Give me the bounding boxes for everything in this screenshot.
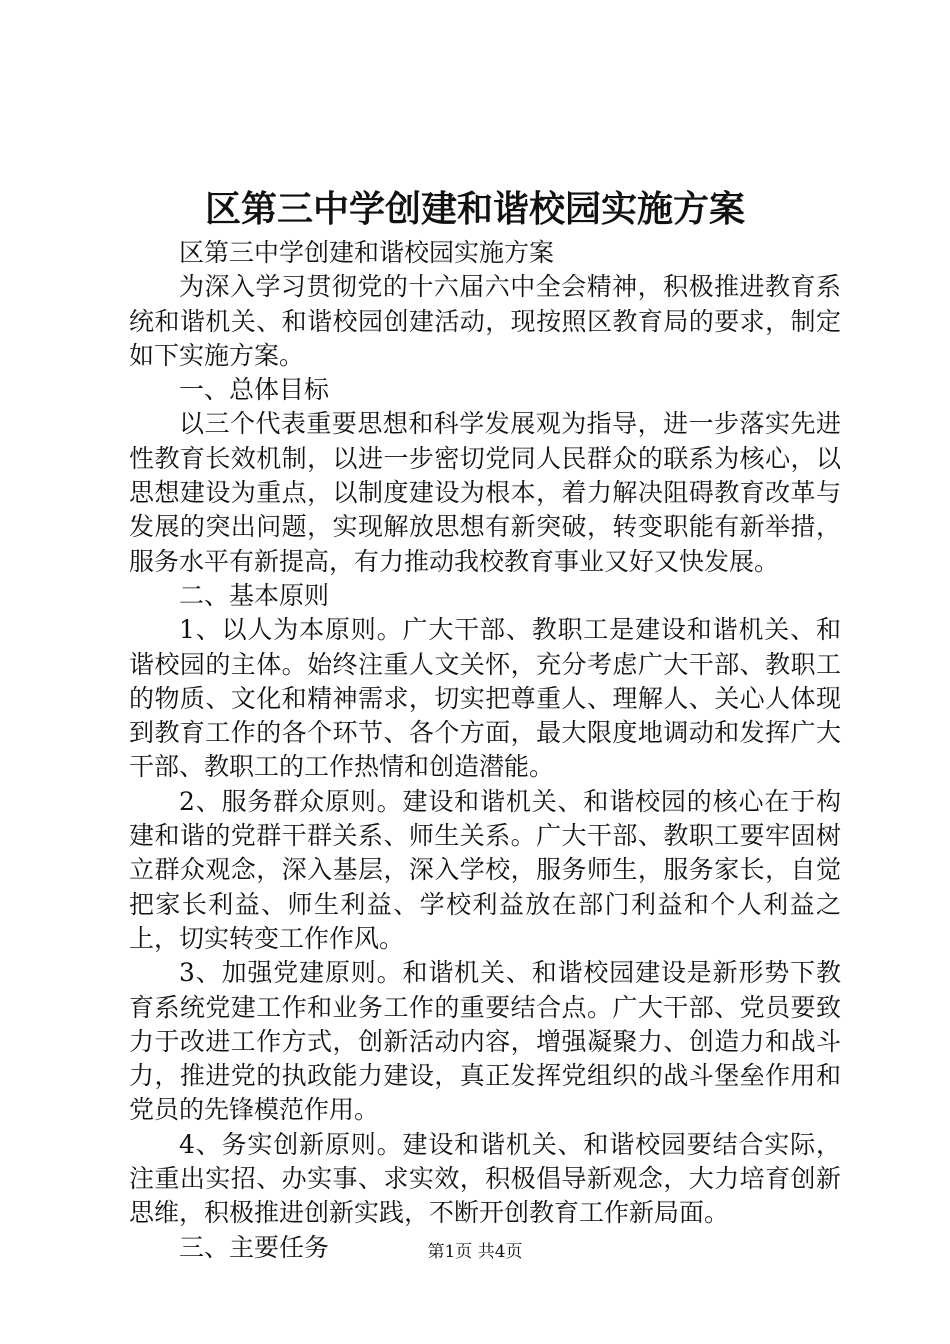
heading-overall-goal: 一、总体目标 [179,375,330,405]
document-body [129,236,841,1265]
heading-main-tasks: 三、主要任务 [179,1232,330,1262]
paragraph-principle-3: 3、加强党建原则。和谐机关、和谐校园建设是新形势下教育系统党建工作和业务工作的重要结合点。广大干部、党员要致力于改进工作方式，创新活动内容，增强凝聚力、创造力和战斗力，推进党的执政能力建设，真正发挥党组织的战斗堡垒作用和党员的先锋模范作用。 [129,958,841,1125]
paragraph-principle-1: 1、以人为本原则。广大干部、教职工是建设和谐机关、和谐校园的主体。始终注重人文关怀，充分考虑广大干部、教职工的物质、文化和精神需求，切实把尊重人、理解人、关心人体现到教育工作的各个环节、各个方面，最大限度地调动和发挥广大干部、教职工的工作热情和创造潜能。 [129,615,841,782]
heading-basic-principles: 二、基本原则 [179,580,330,610]
paragraph-overall-goal: 以三个代表重要思想和科学发展观为指导，进一步落实先进性教育长效机制，以进一步密切党同人民群众的联系为核心，以思想建设为重点，以制度建设为根本，着力解决阻碍教育改革与发展的突出问题，实现解放思想有新突破，转变职能有新举措，服务水平有新提高，有力推动我校教育事业又好又快发展。 [129,409,841,576]
paragraph-subtitle: 区第三中学创建和谐校园实施方案 [179,238,555,267]
page-number-footer: 第1页 共4页 [427,1242,523,1262]
paragraph-principle-4: 4、务实创新原则。建设和谐机关、和谐校园要结合实际，注重出实招、办实事、求实效，积极倡导新观念，大力培育创新思维，积极推进创新实践，不断开创教育工作新局面。 [129,1129,841,1228]
paragraph-principle-2: 2、服务群众原则。建设和谐机关、和谐校园的核心在于构建和谐的党群干群关系、师生关系。广大干部、教职工要牢固树立群众观念，深入基层，深入学校，服务师生，服务家长，自觉把家长利益、师生利益、学校利益放在部门利益和个人利益之上，切实转变工作作风。 [129,786,841,953]
paragraph-intro: 为深入学习贯彻党的十六届六中全会精神，积极推进教育系统和谐机关、和谐校园创建活动，现按照区教育局的要求，制定如下实施方案。 [129,272,841,370]
document-title: 区第三中学创建和谐校园实施方案 [204,188,745,230]
